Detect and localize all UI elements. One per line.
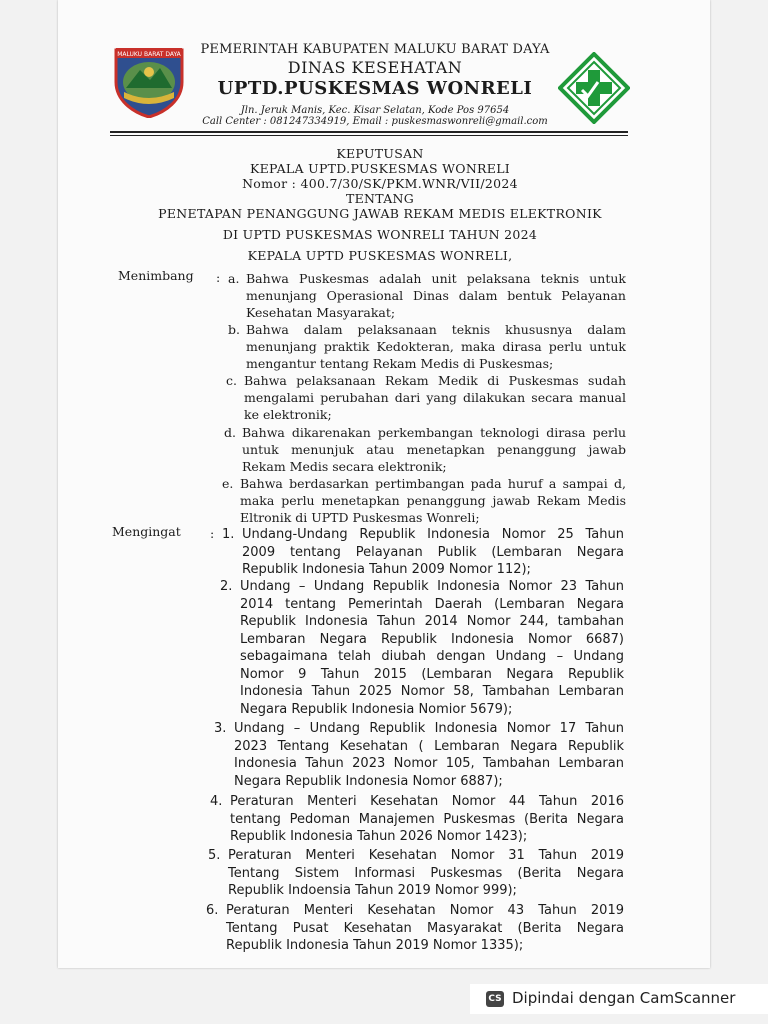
mengingat-text [242,526,624,579]
menimbang-line: menunjang Operasional Dinas dalam bentuk Pelayanan [246,288,626,303]
menimbang-marker: b. [228,322,240,337]
mengingat-line: Tentang Pusat Kesehatan Masyarakat (Berita Negara [226,920,624,936]
mengingat-line: Tentang Sistem Informasi Puskesmas (Berita Negara [228,865,624,881]
mengingat-line: 2023 Tentang Kesehatan ( Lembaran Negara Republik [234,738,624,754]
menimbang-label: Menimbang [118,268,194,283]
letterhead-address: Jln. Jeruk Manis, Kec. Kisar Selatan, Kode Pos 97654 [240,105,510,116]
letterhead-rule-thick [110,131,628,133]
mengingat-line: Republik Indonesia Tahun 2026 Nomor 1423); [230,829,528,844]
mengingat-line: Undang – Undang Republik Indonesia Nomor 17 Tahun [234,721,624,736]
mengingat-line: Indonesia Tahun 2023 Nomor 105, Tambahan Lembaran [234,756,624,771]
mengingat-marker: 2. [220,579,233,594]
letterhead-government: PEMERINTAH KABUPATEN MALUKU BARAT DAYA [200,42,550,57]
menimbang-line: maka perlu menetapkan penanggung jawab Rekam Medis [240,493,626,508]
menimbang-line: Eltronik di UPTD Puskesmas Wonreli; [240,510,480,525]
letterhead-department: DINAS KESEHATAN [287,58,463,77]
mengingat-line: Republik Indonesia Tahun 2019 Nomor 1335); [226,938,524,953]
letterhead-rule-thin [110,135,628,136]
mengingat-line: Republik Indonesia Tahun 2014 Nomor 244, tambahan [240,614,624,629]
decree-title [80,146,680,263]
mengingat-line: Nomor 9 Tahun 2015 (Lembaran Negara Republik [240,666,624,682]
mengingat-line: Republik Indonesia Tahun 2009 Nomor 112); [242,562,531,577]
mengingat-text [230,793,624,846]
mengingat-marker: 1. [222,527,235,542]
mengingat-line: Peraturan Menteri Kesehatan Nomor 31 Tahun 2019 [228,848,624,863]
menimbang-line: Bahwa dikarenakan perkembangan teknologi dirasa perlu [242,425,626,440]
letterhead-contact: Call Center : 081247334919, Email : puskesmaswonreli@gmail.com [202,116,548,127]
mengingat-line: sebagaimana telah diubah dengan Undang – Undang [240,649,624,664]
svg-text:MALUKU BARAT DAYA: MALUKU BARAT DAYA [117,51,181,58]
mengingat-marker: 5. [208,848,221,863]
menimbang-text [246,321,626,372]
decree-subject-cont: DI UPTD PUSKESMAS WONRELI TAHUN 2024 [222,227,538,242]
mengingat-line: Negara Republik Indonesia Nomor 6887); [234,773,503,789]
mengingat-text [234,720,624,790]
scanner-watermark [470,984,768,1014]
mengingat-line: 2014 tentang Pemerintah Daerah (Lembaran Negara [240,596,624,612]
decree-issuer: KEPALA UPTD.PUSKESMAS WONRELI [249,161,511,176]
mengingat-line: Lembaran Negara Republik Indonesia Nomor 6687) [240,631,624,647]
camscanner-icon: CS [486,991,504,1007]
mengingat-line: Peraturan Menteri Kesehatan Nomor 44 Tahun 2016 [230,794,624,809]
mengingat-line: Undang – Undang Republik Indonesia Nomor 23 Tahun [240,579,624,594]
decree-about: TENTANG [345,191,415,206]
menimbang-line: Kesehatan Masyarakat; [246,305,396,320]
decree-signatory: KEPALA UPTD PUSKESMAS WONRELI, [247,248,513,263]
menimbang-line: Bahwa berdasarkan pertimbangan pada huruf a sampai d, [240,476,626,491]
menimbang-line: untuk menunjuk atau menetapkan penanggung jawab [242,442,626,457]
decree-type: KEPUTUSAN [336,146,424,161]
menimbang-colon: : [216,270,221,285]
decree-subject: PENETAPAN PENANGGUNG JAWAB REKAM MEDIS ELEKTRONIK [158,206,602,221]
mengingat-line: 2009 tentang Pelayanan Publik (Lembaran Negara [242,544,624,560]
menimbang-text [240,475,626,526]
menimbang-marker: e. [222,476,234,491]
mengingat-marker: 6. [206,903,219,918]
menimbang-line: Bahwa pelaksanaan Rekam Medik di Puskesmas sudah [244,373,626,388]
menimbang-marker: a. [228,271,240,286]
mengingat-text [226,902,624,955]
menimbang-text [244,372,626,423]
scanner-label: Dipindai dengan CamScanner [512,989,736,1007]
letterhead [190,42,560,127]
mengingat-text [240,578,624,718]
mengingat-line: Republik Indoensia Tahun 2019 Nomor 999); [228,883,517,898]
mengingat-marker: 4. [210,794,223,809]
mengingat-line: Indonesia Tahun 2025 Nomor 58, Tambahan Lembaran [240,684,624,699]
mengingat-text [228,847,624,900]
puskesmas-logo-icon [558,52,630,124]
menimbang-line: menunjang praktik Kedokteran, maka dirasa perlu untuk [246,339,626,354]
menimbang-line: mengalami perubahan dari yang dilakukan secara manual [244,390,626,405]
letterhead-institution: UPTD.PUSKESMAS WONRELI [217,78,533,99]
menimbang-text [246,270,626,321]
mengingat-line: tentang Pedoman Manajemen Puskesmas (Berita Negara [230,811,624,827]
menimbang-line: Bahwa Puskesmas adalah unit pelaksana teknis untuk [246,271,626,286]
menimbang-marker: c. [226,373,237,388]
menimbang-line: Rekam Medis secara elektronik; [242,459,447,474]
mengingat-line: Peraturan Menteri Kesehatan Nomor 43 Tahun 2019 [226,903,624,918]
menimbang-line: Bahwa dalam pelaksanaan teknis khususnya dalam [246,322,626,337]
menimbang-marker: d. [224,425,236,440]
mengingat-colon: : [210,526,215,541]
decree-number: Nomor : 400.7/30/SK/PKM.WNR/VII/2024 [242,176,518,191]
mengingat-label: Mengingat [112,524,181,539]
mengingat-line: Undang-Undang Republik Indonesia Nomor 25 Tahun [242,527,624,542]
mengingat-line: Negara Republik Indonesia Nomior 5679); [240,701,513,717]
menimbang-text [242,424,626,475]
menimbang-line: ke elektronik; [244,407,332,422]
regency-emblem-icon [110,42,188,118]
mengingat-marker: 3. [214,721,227,736]
menimbang-line: mengantur tentang Rekam Medis di Puskesmas; [246,356,554,371]
